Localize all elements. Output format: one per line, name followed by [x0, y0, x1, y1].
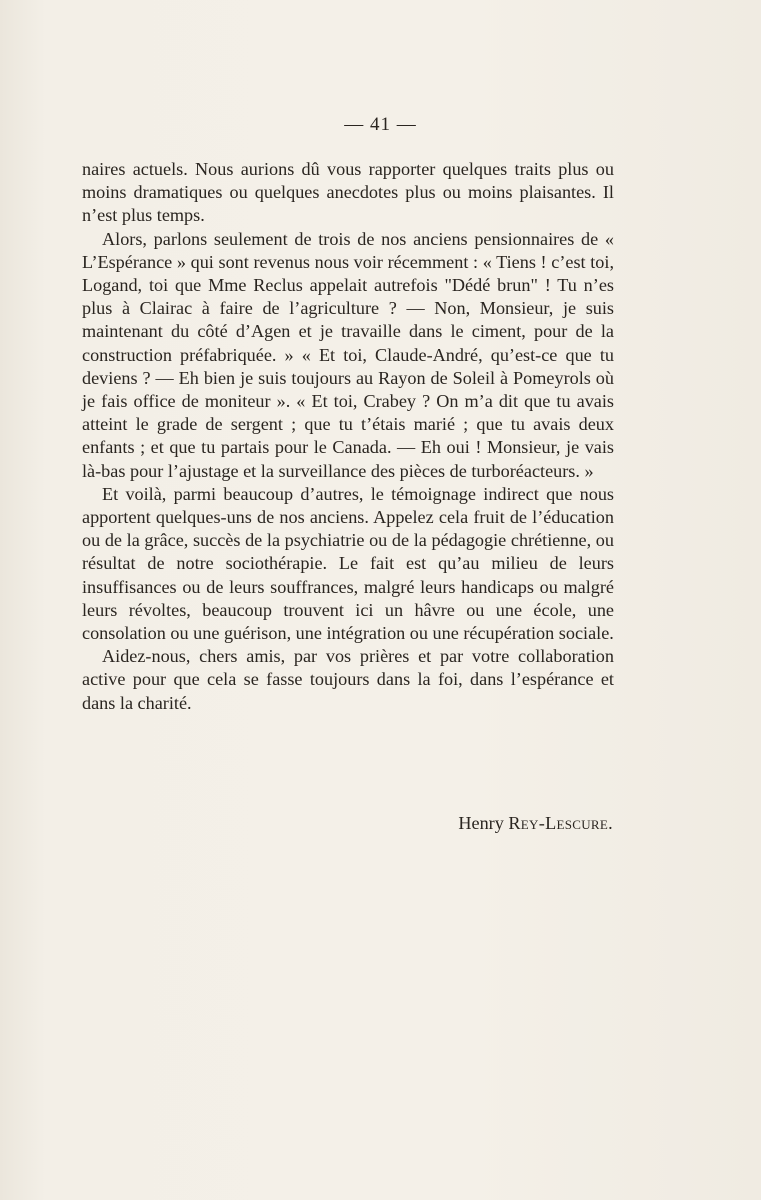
paragraph-4: Aidez-nous, chers amis, par vos prières et par votre collaboration active pour que cela se fasse toujours dans la foi, dans l’espérance et dans la charité. [82, 646, 614, 713]
paragraph-2: Alors, parlons seulement de trois de nos anciens pensionnaires de « L’Espérance » qui sont revenus nous voir récemment : « Tiens ! c’est toi, Logand, toi que Mme Reclus appelait autrefois "Dédé brun" ! Tu n’es plus à Clairac à faire de l’agriculture ? — Non, Monsieur, je suis maintenant du côté d’Agen et je travaille dans le ciment, pour de la construction préfabriquée. » « Et toi, Claude-André, qu’est-ce que tu deviens ? — Eh bien je suis toujours au Rayon de Soleil à Pomeyrols où je fais office de moniteur ». « Et toi, Crabey ? On m’a dit que tu avais atteint le grade de sergent ; que tu t’étais marié ; que tu avais deux enfants ; et que tu partais pour le Canada. — Eh oui ! Monsieur, je vais là-bas pour l’ajustage et la surveillance des pièces de turboréacteurs. » [82, 228, 614, 481]
paragraph-3: Et voilà, parmi beaucoup d’autres, le témoignage indirect que nous apportent quelques-uns de nos anciens. Appelez cela fruit de l’éducation ou de la grâce, succès de la psychiatrie ou de la pédagogie chrétienne, ou résultat de notre sociothérapie. Le fait est qu’au milieu de leurs insuffisances ou de leurs souffrances, malgré leurs handicaps ou malgré leurs révoltes, beaucoup trouvent ici un hâvre ou une école, une consolation ou une guérison, une intégration ou une récupération sociale. [82, 483, 614, 644]
page-number: — 41 — [344, 114, 417, 135]
body-text [82, 158, 614, 715]
signature-first-name: Henry [458, 813, 504, 833]
paragraph-1: naires actuels. Nous aurions dû vous rapporter quelques traits plus ou moins dramatiques ou quelques anecdotes plus ou moins plaisantes. Il n’est plus temps. [82, 159, 614, 226]
signature-surname: Rey-Lescure. [508, 813, 613, 833]
signature [458, 812, 613, 835]
